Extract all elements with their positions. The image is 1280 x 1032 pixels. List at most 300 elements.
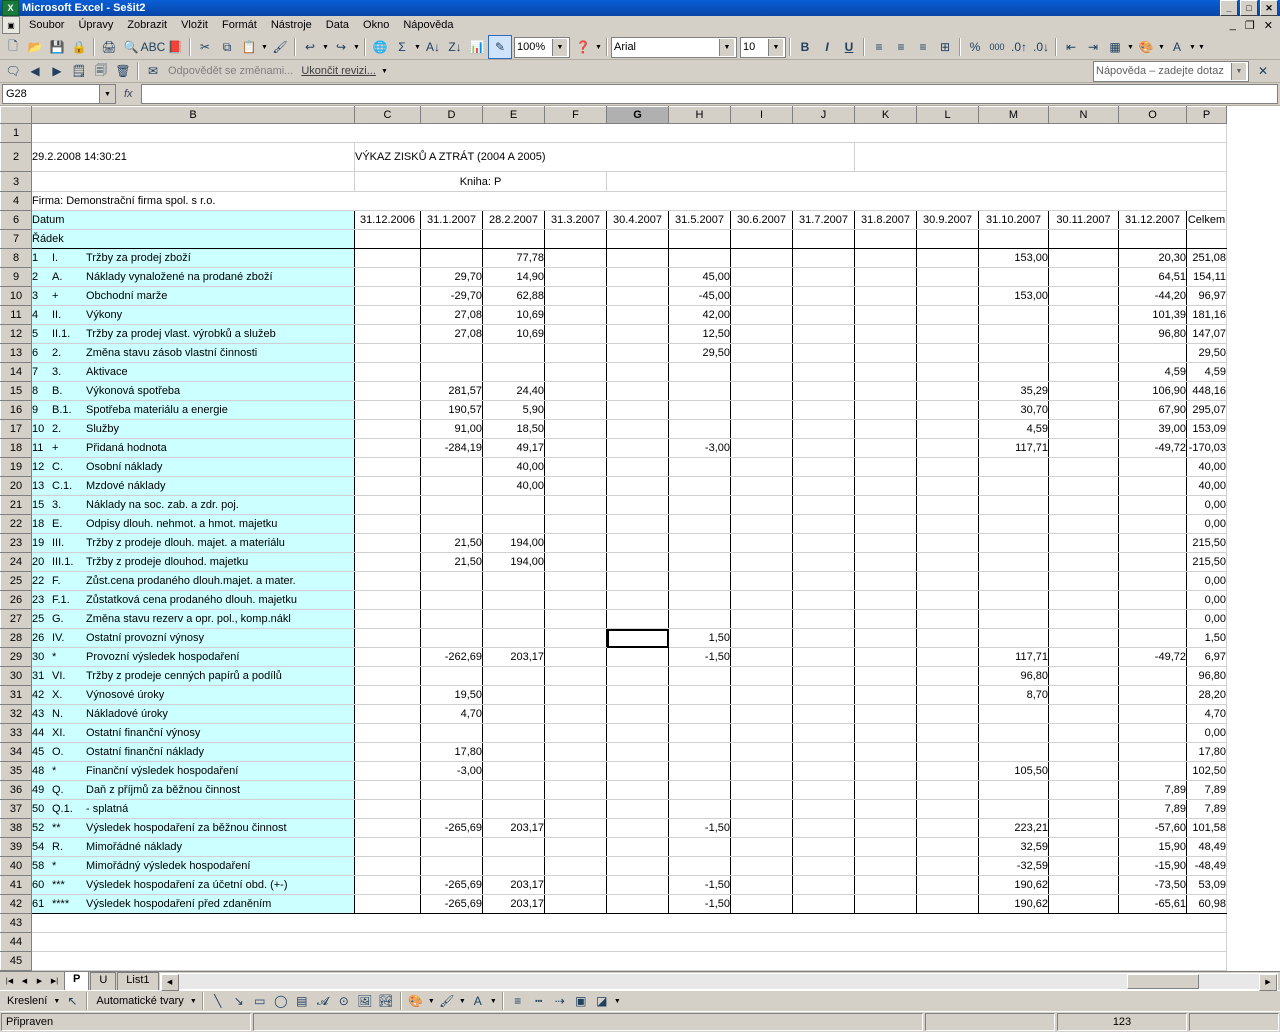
date-header-30.6.2007[interactable]: 30.6.2007 (731, 211, 793, 230)
cell-K15[interactable] (855, 382, 917, 401)
respond-with-changes-label[interactable]: Odpovědět se změnami... (168, 65, 294, 77)
cell-L30[interactable] (917, 667, 979, 686)
cell-F31[interactable] (545, 686, 607, 705)
cell-O27[interactable] (1119, 610, 1187, 629)
cell-G42[interactable] (607, 895, 669, 914)
merge-cells-icon[interactable]: ⊞ (939, 40, 951, 54)
cell-label-row-17[interactable]: 10 2. Služby (32, 420, 355, 439)
cell-F20[interactable] (545, 477, 607, 496)
cell-M19[interactable] (979, 458, 1049, 477)
cell-J35[interactable] (793, 762, 855, 781)
cell-C13[interactable] (355, 344, 421, 363)
cell-P15[interactable]: 448,16 (1187, 382, 1227, 401)
cell-r7-m[interactable] (979, 230, 1049, 249)
cell-G36[interactable] (607, 781, 669, 800)
cell-E11[interactable]: 10,69 (483, 306, 545, 325)
cell-K38[interactable] (855, 819, 917, 838)
cell-D37[interactable] (421, 800, 483, 819)
cell-C25[interactable] (355, 572, 421, 591)
cell-K11[interactable] (855, 306, 917, 325)
rectangle-icon[interactable]: ▭ (254, 994, 266, 1008)
cell-E27[interactable] (483, 610, 545, 629)
cell-O30[interactable] (1119, 667, 1187, 686)
cell-M9[interactable] (979, 268, 1049, 287)
cell-label-row-23[interactable]: 19 III. Tržby z prodeje dlouh. majet. a materiálu (32, 534, 355, 553)
row-header-13[interactable]: 13 (1, 344, 32, 363)
menu-nastroje[interactable]: Nástroje (270, 19, 312, 31)
arrow-style-icon[interactable]: ⇢ (554, 994, 565, 1008)
cell-F36[interactable] (545, 781, 607, 800)
horizontal-scrollbar[interactable] (160, 973, 1278, 990)
cell-J40[interactable] (793, 857, 855, 876)
cell-M37[interactable] (979, 800, 1049, 819)
toolbar-options-arrow[interactable]: ▼ (595, 43, 602, 51)
cell-K24[interactable] (855, 553, 917, 572)
cell-H39[interactable] (669, 838, 731, 857)
column-header-F[interactable]: F (545, 107, 607, 124)
cell-label-row-12[interactable]: 5 II.1. Tržby za prodej vlast. výrobků a služeb (32, 325, 355, 344)
cell-N10[interactable] (1049, 287, 1119, 306)
cell-P37[interactable]: 7,89 (1187, 800, 1227, 819)
cell-I34[interactable] (731, 743, 793, 762)
cell-C29[interactable] (355, 648, 421, 667)
cell-O8[interactable]: 20,30 (1119, 249, 1187, 268)
row-header-18[interactable]: 18 (1, 439, 32, 458)
chart-wizard-icon[interactable]: 📊 (469, 40, 485, 54)
cell-K16[interactable] (855, 401, 917, 420)
cell-H30[interactable] (669, 667, 731, 686)
cell-I8[interactable] (731, 249, 793, 268)
menu-soubor[interactable]: Soubor (29, 19, 65, 31)
increase-decimal-icon[interactable]: .0↑ (1010, 40, 1027, 54)
cell-F32[interactable] (545, 705, 607, 724)
cell-M12[interactable] (979, 325, 1049, 344)
menu-zobrazit[interactable]: Zobrazit (127, 19, 168, 31)
cell-label-row-11[interactable]: 4 II. Výkony (32, 306, 355, 325)
cell-O23[interactable] (1119, 534, 1187, 553)
row-header-2[interactable]: 2 (1, 143, 32, 172)
cell-O20[interactable] (1119, 477, 1187, 496)
cell-M38[interactable]: 223,21 (979, 819, 1049, 838)
italic-icon[interactable]: I (825, 40, 829, 54)
date-header-30.4.2007[interactable]: 30.4.2007 (607, 211, 669, 230)
cell-label-row-37[interactable]: 50 Q.1. - splatná (32, 800, 355, 819)
cell-F28[interactable] (545, 629, 607, 648)
first-sheet-icon[interactable]: |◀ (2, 973, 17, 989)
cell-F33[interactable] (545, 724, 607, 743)
date-header-31.8.2007[interactable]: 31.8.2007 (855, 211, 917, 230)
cell-D41[interactable]: -265,69 (421, 876, 483, 895)
cell-M28[interactable] (979, 629, 1049, 648)
cell-label-row-32[interactable]: 43 N. Nákladové úroky (32, 705, 355, 724)
cell-C21[interactable] (355, 496, 421, 515)
cell-label-row-35[interactable]: 48 * Finanční výsledek hospodaření (32, 762, 355, 781)
comma-style-icon[interactable]: 000 (989, 42, 1005, 52)
cell-M23[interactable] (979, 534, 1049, 553)
cell-H31[interactable] (669, 686, 731, 705)
date-header-31.3.2007[interactable]: 31.3.2007 (545, 211, 607, 230)
insert-function-icon[interactable]: fx (124, 88, 133, 100)
cell-D33[interactable] (421, 724, 483, 743)
oval-icon[interactable]: ◯ (274, 994, 288, 1008)
cell-L15[interactable] (917, 382, 979, 401)
cell-G32[interactable] (607, 705, 669, 724)
cell-M40[interactable]: -32,59 (979, 857, 1049, 876)
cell-N29[interactable] (1049, 648, 1119, 667)
column-header-K[interactable]: K (855, 107, 917, 124)
cell-E32[interactable] (483, 705, 545, 724)
cell-M31[interactable]: 8,70 (979, 686, 1049, 705)
cell-G41[interactable] (607, 876, 669, 895)
row-header-4[interactable]: 4 (1, 192, 32, 211)
print-icon[interactable]: 🖨 (101, 40, 117, 54)
cell-N9[interactable] (1049, 268, 1119, 287)
formatting-toolbar-options-arrow[interactable]: ▼ (1198, 43, 1205, 51)
cell-O31[interactable] (1119, 686, 1187, 705)
cell-M14[interactable] (979, 363, 1049, 382)
cell-C37[interactable] (355, 800, 421, 819)
font-size-combo[interactable] (740, 37, 786, 58)
redo-icon[interactable]: ↪ (335, 40, 347, 54)
draw-menu-label[interactable]: Kreslení (7, 995, 48, 1007)
cell-G27[interactable] (607, 610, 669, 629)
cell-O39[interactable]: 15,90 (1119, 838, 1187, 857)
cell-H40[interactable] (669, 857, 731, 876)
cell-L37[interactable] (917, 800, 979, 819)
cell-report-title[interactable]: VÝKAZ ZISKŮ A ZTRÁT (2004 A 2005) (355, 143, 855, 172)
row-header-22[interactable]: 22 (1, 515, 32, 534)
date-header-31.10.2007[interactable]: 31.10.2007 (979, 211, 1049, 230)
cell-H11[interactable]: 42,00 (669, 306, 731, 325)
cell-firm[interactable]: Firma: Demonstrační firma spol. s r.o. (32, 192, 1227, 211)
cell-C18[interactable] (355, 439, 421, 458)
cell-O28[interactable] (1119, 629, 1187, 648)
cell-O38[interactable]: -57,60 (1119, 819, 1187, 838)
cut-icon[interactable]: ✂ (199, 40, 211, 54)
minimize-button[interactable]: _ (1220, 0, 1238, 16)
column-header-L[interactable]: L (917, 107, 979, 124)
cell-I31[interactable] (731, 686, 793, 705)
cell-F21[interactable] (545, 496, 607, 515)
cell-E41[interactable]: 203,17 (483, 876, 545, 895)
cell-I13[interactable] (731, 344, 793, 363)
cell-K33[interactable] (855, 724, 917, 743)
cell-L40[interactable] (917, 857, 979, 876)
cell-N36[interactable] (1049, 781, 1119, 800)
cell-N38[interactable] (1049, 819, 1119, 838)
cell-O35[interactable] (1119, 762, 1187, 781)
cell-P8[interactable]: 251,08 (1187, 249, 1227, 268)
cell-F11[interactable] (545, 306, 607, 325)
cell-row44[interactable] (32, 933, 1227, 952)
cell-D12[interactable]: 27,08 (421, 325, 483, 344)
cell-K14[interactable] (855, 363, 917, 382)
column-header-D[interactable]: D (421, 107, 483, 124)
cell-J38[interactable] (793, 819, 855, 838)
cell-O10[interactable]: -44,20 (1119, 287, 1187, 306)
cell-H26[interactable] (669, 591, 731, 610)
cell-G9[interactable] (607, 268, 669, 287)
cell-G33[interactable] (607, 724, 669, 743)
insert-picture-icon[interactable]: 🏞 (378, 994, 394, 1008)
cell-P38[interactable]: 101,58 (1187, 819, 1227, 838)
scroll-right-icon[interactable]: ▶ (1259, 974, 1277, 991)
cell-P16[interactable]: 295,07 (1187, 401, 1227, 420)
cell-L21[interactable] (917, 496, 979, 515)
cell-N34[interactable] (1049, 743, 1119, 762)
cell-N12[interactable] (1049, 325, 1119, 344)
cell-I38[interactable] (731, 819, 793, 838)
cell-H17[interactable] (669, 420, 731, 439)
date-header-31.7.2007[interactable]: 31.7.2007 (793, 211, 855, 230)
cell-L20[interactable] (917, 477, 979, 496)
clip-art-icon[interactable]: 🖼 (357, 994, 373, 1008)
cell-E10[interactable]: 62,88 (483, 287, 545, 306)
bold-icon[interactable]: B (800, 40, 810, 54)
cell-L42[interactable] (917, 895, 979, 914)
line-color-icon[interactable]: 🖌 (439, 994, 455, 1008)
cell-F41[interactable] (545, 876, 607, 895)
cell-H35[interactable] (669, 762, 731, 781)
row-header-36[interactable]: 36 (1, 781, 32, 800)
cell-N13[interactable] (1049, 344, 1119, 363)
cell-K36[interactable] (855, 781, 917, 800)
cell-H20[interactable] (669, 477, 731, 496)
cell-r7-d[interactable] (421, 230, 483, 249)
taskpane-close-icon[interactable]: ✕ (1257, 64, 1269, 78)
cell-D16[interactable]: 190,57 (421, 401, 483, 420)
cell-K31[interactable] (855, 686, 917, 705)
select-objects-icon[interactable]: ↖ (67, 994, 78, 1008)
cell-L18[interactable] (917, 439, 979, 458)
cell-M16[interactable]: 30,70 (979, 401, 1049, 420)
cell-E22[interactable] (483, 515, 545, 534)
cell-G37[interactable] (607, 800, 669, 819)
cell-P34[interactable]: 17,80 (1187, 743, 1227, 762)
cell-F14[interactable] (545, 363, 607, 382)
close-button[interactable]: ✕ (1260, 0, 1278, 16)
prev-sheet-icon[interactable]: ◀ (17, 973, 32, 989)
cell-C14[interactable] (355, 363, 421, 382)
cell-C33[interactable] (355, 724, 421, 743)
cell-label-row-34[interactable]: 45 O. Ostatní finanční náklady (32, 743, 355, 762)
column-header-J[interactable]: J (793, 107, 855, 124)
cell-C34[interactable] (355, 743, 421, 762)
cell-label-row-26[interactable]: 23 F.1. Zůstatková cena prodaného dlouh. majetku (32, 591, 355, 610)
cell-C20[interactable] (355, 477, 421, 496)
sheet-tab-List1[interactable]: List1 (117, 972, 158, 990)
cell-K34[interactable] (855, 743, 917, 762)
cell-J8[interactable] (793, 249, 855, 268)
cell-E13[interactable] (483, 344, 545, 363)
horizontal-scroll-thumb[interactable] (1127, 974, 1199, 989)
cell-G20[interactable] (607, 477, 669, 496)
cell-O32[interactable] (1119, 705, 1187, 724)
cell-N27[interactable] (1049, 610, 1119, 629)
cell-C31[interactable] (355, 686, 421, 705)
dash-style-icon[interactable]: ┅ (535, 994, 543, 1008)
cell-E28[interactable] (483, 629, 545, 648)
cell-E9[interactable]: 14,90 (483, 268, 545, 287)
cell-C22[interactable] (355, 515, 421, 534)
cell-H16[interactable] (669, 401, 731, 420)
autosum-dropdown-arrow[interactable]: ▼ (414, 43, 421, 51)
cell-M29[interactable]: 117,71 (979, 648, 1049, 667)
cell-L29[interactable] (917, 648, 979, 667)
cell-K37[interactable] (855, 800, 917, 819)
cell-D40[interactable] (421, 857, 483, 876)
date-header-celkem[interactable]: Celkem (1187, 211, 1227, 230)
cell-L39[interactable] (917, 838, 979, 857)
row-header-28[interactable]: 28 (1, 629, 32, 648)
cell-E29[interactable]: 203,17 (483, 648, 545, 667)
cell-H29[interactable]: -1,50 (669, 648, 731, 667)
cell-P26[interactable]: 0,00 (1187, 591, 1227, 610)
cell-G14[interactable] (607, 363, 669, 382)
cell-J34[interactable] (793, 743, 855, 762)
row-header-15[interactable]: 15 (1, 382, 32, 401)
cell-P33[interactable]: 0,00 (1187, 724, 1227, 743)
cell-I21[interactable] (731, 496, 793, 515)
menu-format[interactable]: Formát (221, 19, 257, 31)
cell-G16[interactable] (607, 401, 669, 420)
cell-label-row-36[interactable]: 49 Q. Daň z příjmů za běžnou činnost (32, 781, 355, 800)
cell-G11[interactable] (607, 306, 669, 325)
cell-M10[interactable]: 153,00 (979, 287, 1049, 306)
cell-M41[interactable]: 190,62 (979, 876, 1049, 895)
row-header-3[interactable]: 3 (1, 172, 32, 192)
underline-icon[interactable]: U (844, 40, 854, 54)
previous-comment-icon[interactable]: ◀ (30, 64, 40, 78)
cell-K9[interactable] (855, 268, 917, 287)
cell-E15[interactable]: 24,40 (483, 382, 545, 401)
cell-H15[interactable] (669, 382, 731, 401)
cell-N8[interactable] (1049, 249, 1119, 268)
ask-a-question-box[interactable] (1093, 61, 1249, 82)
cell-row43[interactable] (32, 914, 1227, 933)
row-header-12[interactable]: 12 (1, 325, 32, 344)
column-header-H[interactable]: H (669, 107, 731, 124)
cell-C41[interactable] (355, 876, 421, 895)
cell-N40[interactable] (1049, 857, 1119, 876)
cell-G19[interactable] (607, 458, 669, 477)
cell-H23[interactable] (669, 534, 731, 553)
cell-J25[interactable] (793, 572, 855, 591)
cell-F27[interactable] (545, 610, 607, 629)
permission-icon[interactable]: 🔒 (71, 40, 87, 54)
cell-M25[interactable] (979, 572, 1049, 591)
cell-label-row-8[interactable]: 1 I. Tržby za prodej zboží (32, 249, 355, 268)
cell-D38[interactable]: -265,69 (421, 819, 483, 838)
cell-D35[interactable]: -3,00 (421, 762, 483, 781)
cell-G18[interactable] (607, 439, 669, 458)
cell-I22[interactable] (731, 515, 793, 534)
cell-E8[interactable]: 77,78 (483, 249, 545, 268)
row-header-6[interactable]: 6 (1, 211, 32, 230)
cell-N33[interactable] (1049, 724, 1119, 743)
cell-I11[interactable] (731, 306, 793, 325)
cell-G35[interactable] (607, 762, 669, 781)
cell-D31[interactable]: 19,50 (421, 686, 483, 705)
cell-H36[interactable] (669, 781, 731, 800)
cell-M42[interactable]: 190,62 (979, 895, 1049, 914)
cell-J28[interactable] (793, 629, 855, 648)
cell-J11[interactable] (793, 306, 855, 325)
show-all-comments-icon[interactable]: 🗐 (95, 62, 107, 77)
cell-D21[interactable] (421, 496, 483, 515)
align-left-icon[interactable]: ≡ (875, 40, 883, 54)
cell-P19[interactable]: 40,00 (1187, 458, 1227, 477)
cell-P10[interactable]: 96,97 (1187, 287, 1227, 306)
cell-L13[interactable] (917, 344, 979, 363)
cell-M27[interactable] (979, 610, 1049, 629)
cell-K8[interactable] (855, 249, 917, 268)
cell-J22[interactable] (793, 515, 855, 534)
cell-label-row-42[interactable]: 61 **** Výsledek hospodaření před zdaněním (32, 895, 355, 914)
cell-O24[interactable] (1119, 553, 1187, 572)
cell-J19[interactable] (793, 458, 855, 477)
save-icon[interactable]: 💾 (49, 40, 65, 54)
cell-label-row-30[interactable]: 31 VI. Tržby z prodeje cenných papírů a podílů (32, 667, 355, 686)
redo-dropdown-arrow[interactable]: ▼ (353, 43, 360, 51)
cell-D25[interactable] (421, 572, 483, 591)
cell-P24[interactable]: 215,50 (1187, 553, 1227, 572)
cell-L9[interactable] (917, 268, 979, 287)
cell-E30[interactable] (483, 667, 545, 686)
cell-D9[interactable]: 29,70 (421, 268, 483, 287)
cell-J30[interactable] (793, 667, 855, 686)
cell-D14[interactable] (421, 363, 483, 382)
cell-I36[interactable] (731, 781, 793, 800)
column-header-G[interactable]: G (607, 107, 669, 124)
cell-F39[interactable] (545, 838, 607, 857)
cell-D15[interactable]: 281,57 (421, 382, 483, 401)
column-header-O[interactable]: O (1119, 107, 1187, 124)
spreadsheet-grid[interactable] (0, 106, 1280, 971)
cell-L36[interactable] (917, 781, 979, 800)
delete-comment-icon[interactable]: 🗑 (115, 64, 131, 78)
cell-K42[interactable] (855, 895, 917, 914)
cell-F22[interactable] (545, 515, 607, 534)
row-header-11[interactable]: 11 (1, 306, 32, 325)
row-header-25[interactable]: 25 (1, 572, 32, 591)
reviewing-toolbar-options-arrow[interactable]: ▼ (380, 67, 388, 75)
cell-J27[interactable] (793, 610, 855, 629)
cell-K35[interactable] (855, 762, 917, 781)
cell-P12[interactable]: 147,07 (1187, 325, 1227, 344)
cell-O37[interactable]: 7,89 (1119, 800, 1187, 819)
cell-C10[interactable] (355, 287, 421, 306)
cell-J18[interactable] (793, 439, 855, 458)
cell-I10[interactable] (731, 287, 793, 306)
cell-row2-rest[interactable] (855, 143, 1227, 172)
cell-J37[interactable] (793, 800, 855, 819)
cell-G29[interactable] (607, 648, 669, 667)
new-icon[interactable]: 🗋 (8, 38, 18, 53)
cell-D29[interactable]: -262,69 (421, 648, 483, 667)
research-icon[interactable]: 📕 (167, 40, 183, 54)
row-header-10[interactable]: 10 (1, 287, 32, 306)
cell-N21[interactable] (1049, 496, 1119, 515)
cell-F12[interactable] (545, 325, 607, 344)
cell-K30[interactable] (855, 667, 917, 686)
cell-G25[interactable] (607, 572, 669, 591)
cell-G21[interactable] (607, 496, 669, 515)
date-header-30.11.2007[interactable]: 30.11.2007 (1049, 211, 1119, 230)
cell-book-subtitle[interactable]: Kniha: P (355, 172, 607, 192)
cell-G38[interactable] (607, 819, 669, 838)
cell-I15[interactable] (731, 382, 793, 401)
